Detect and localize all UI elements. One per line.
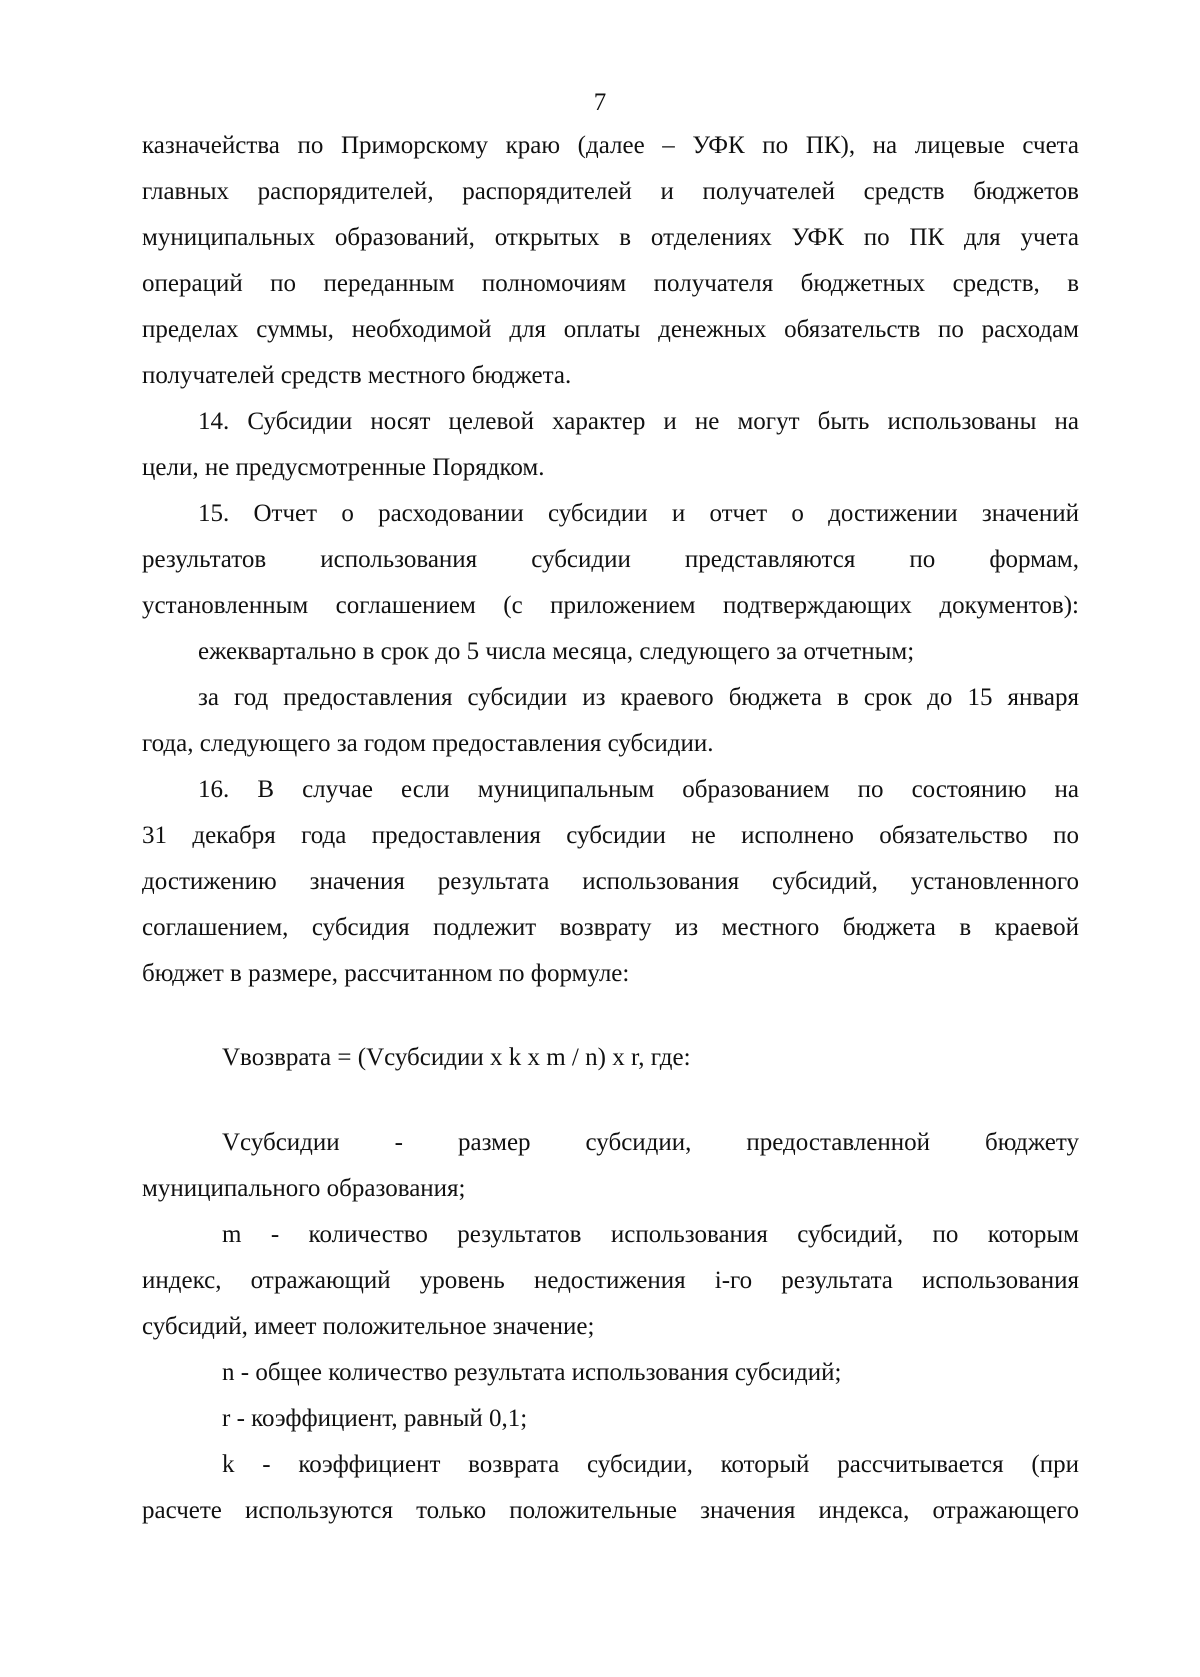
text-line: соглашением, субсидия подлежит возврату из местного бюджета в краевой (142, 914, 1079, 941)
definition-r: r - коэффициент, равный 0,1; (222, 1405, 528, 1432)
text-line: ежеквартально в срок до 5 числа месяца, следующего за отчетным; (198, 638, 915, 665)
formula: Vвозврата = (Vсубсидии x k x m / n) x r, где: (222, 1044, 691, 1071)
text-line: за год предоставления субсидии из краевого бюджета в срок до 15 января (198, 684, 1079, 711)
text-line: пределах суммы, необходимой для оплаты денежных обязательств по расходам (142, 316, 1079, 343)
paragraph-15-line: 15. Отчет о расходовании субсидии и отчет о достижении значений (198, 500, 1079, 527)
text-line: установленным соглашением (с приложением подтверждающих документов): (142, 592, 1079, 619)
paragraph-14-line: 14. Субсидии носят целевой характер и не могут быть использованы на (198, 408, 1079, 435)
text-line: муниципального образования; (142, 1175, 466, 1202)
definition-m: m - количество результатов использования субсидий, по которым (222, 1221, 1079, 1248)
text-line: результатов использования субсидии представляются по формам, (142, 546, 1079, 573)
paragraph-16-line: 16. В случае если муниципальным образованием по состоянию на (198, 776, 1079, 803)
text-line: достижению значения результата использования субсидий, установленного (142, 868, 1079, 895)
definition-n: n - общее количество результата использования субсидий; (222, 1359, 842, 1386)
text-line: казначейства по Приморскому краю (далее – УФК по ПК), на лицевые счета (142, 132, 1079, 159)
text-line: цели, не предусмотренные Порядком. (142, 454, 545, 481)
definition-vsubsidy: Vсубсидии - размер субсидии, предоставленной бюджету (222, 1129, 1079, 1156)
text-line: расчете используются только положительные значения индекса, отражающего (142, 1497, 1079, 1524)
text-line: бюджет в размере, рассчитанном по формуле: (142, 960, 630, 987)
text-line: года, следующего за годом предоставления субсидии. (142, 730, 714, 757)
text-line: главных распорядителей, распорядителей и получателей средств бюджетов (142, 178, 1079, 205)
text-line: получателей средств местного бюджета. (142, 362, 572, 389)
definition-k: k - коэффициент возврата субсидии, который рассчитывается (при (222, 1451, 1079, 1478)
text-line: муниципальных образований, открытых в отделениях УФК по ПК для учета (142, 224, 1079, 251)
text-line: операций по переданным полномочиям получателя бюджетных средств, в (142, 270, 1079, 297)
text-line: индекс, отражающий уровень недостижения i-го результата использования (142, 1267, 1079, 1294)
page-number: 7 (593, 89, 607, 116)
text-line: субсидий, имеет положительное значение; (142, 1313, 595, 1340)
text-line: 31 декабря года предоставления субсидии не исполнено обязательство по (142, 822, 1079, 849)
